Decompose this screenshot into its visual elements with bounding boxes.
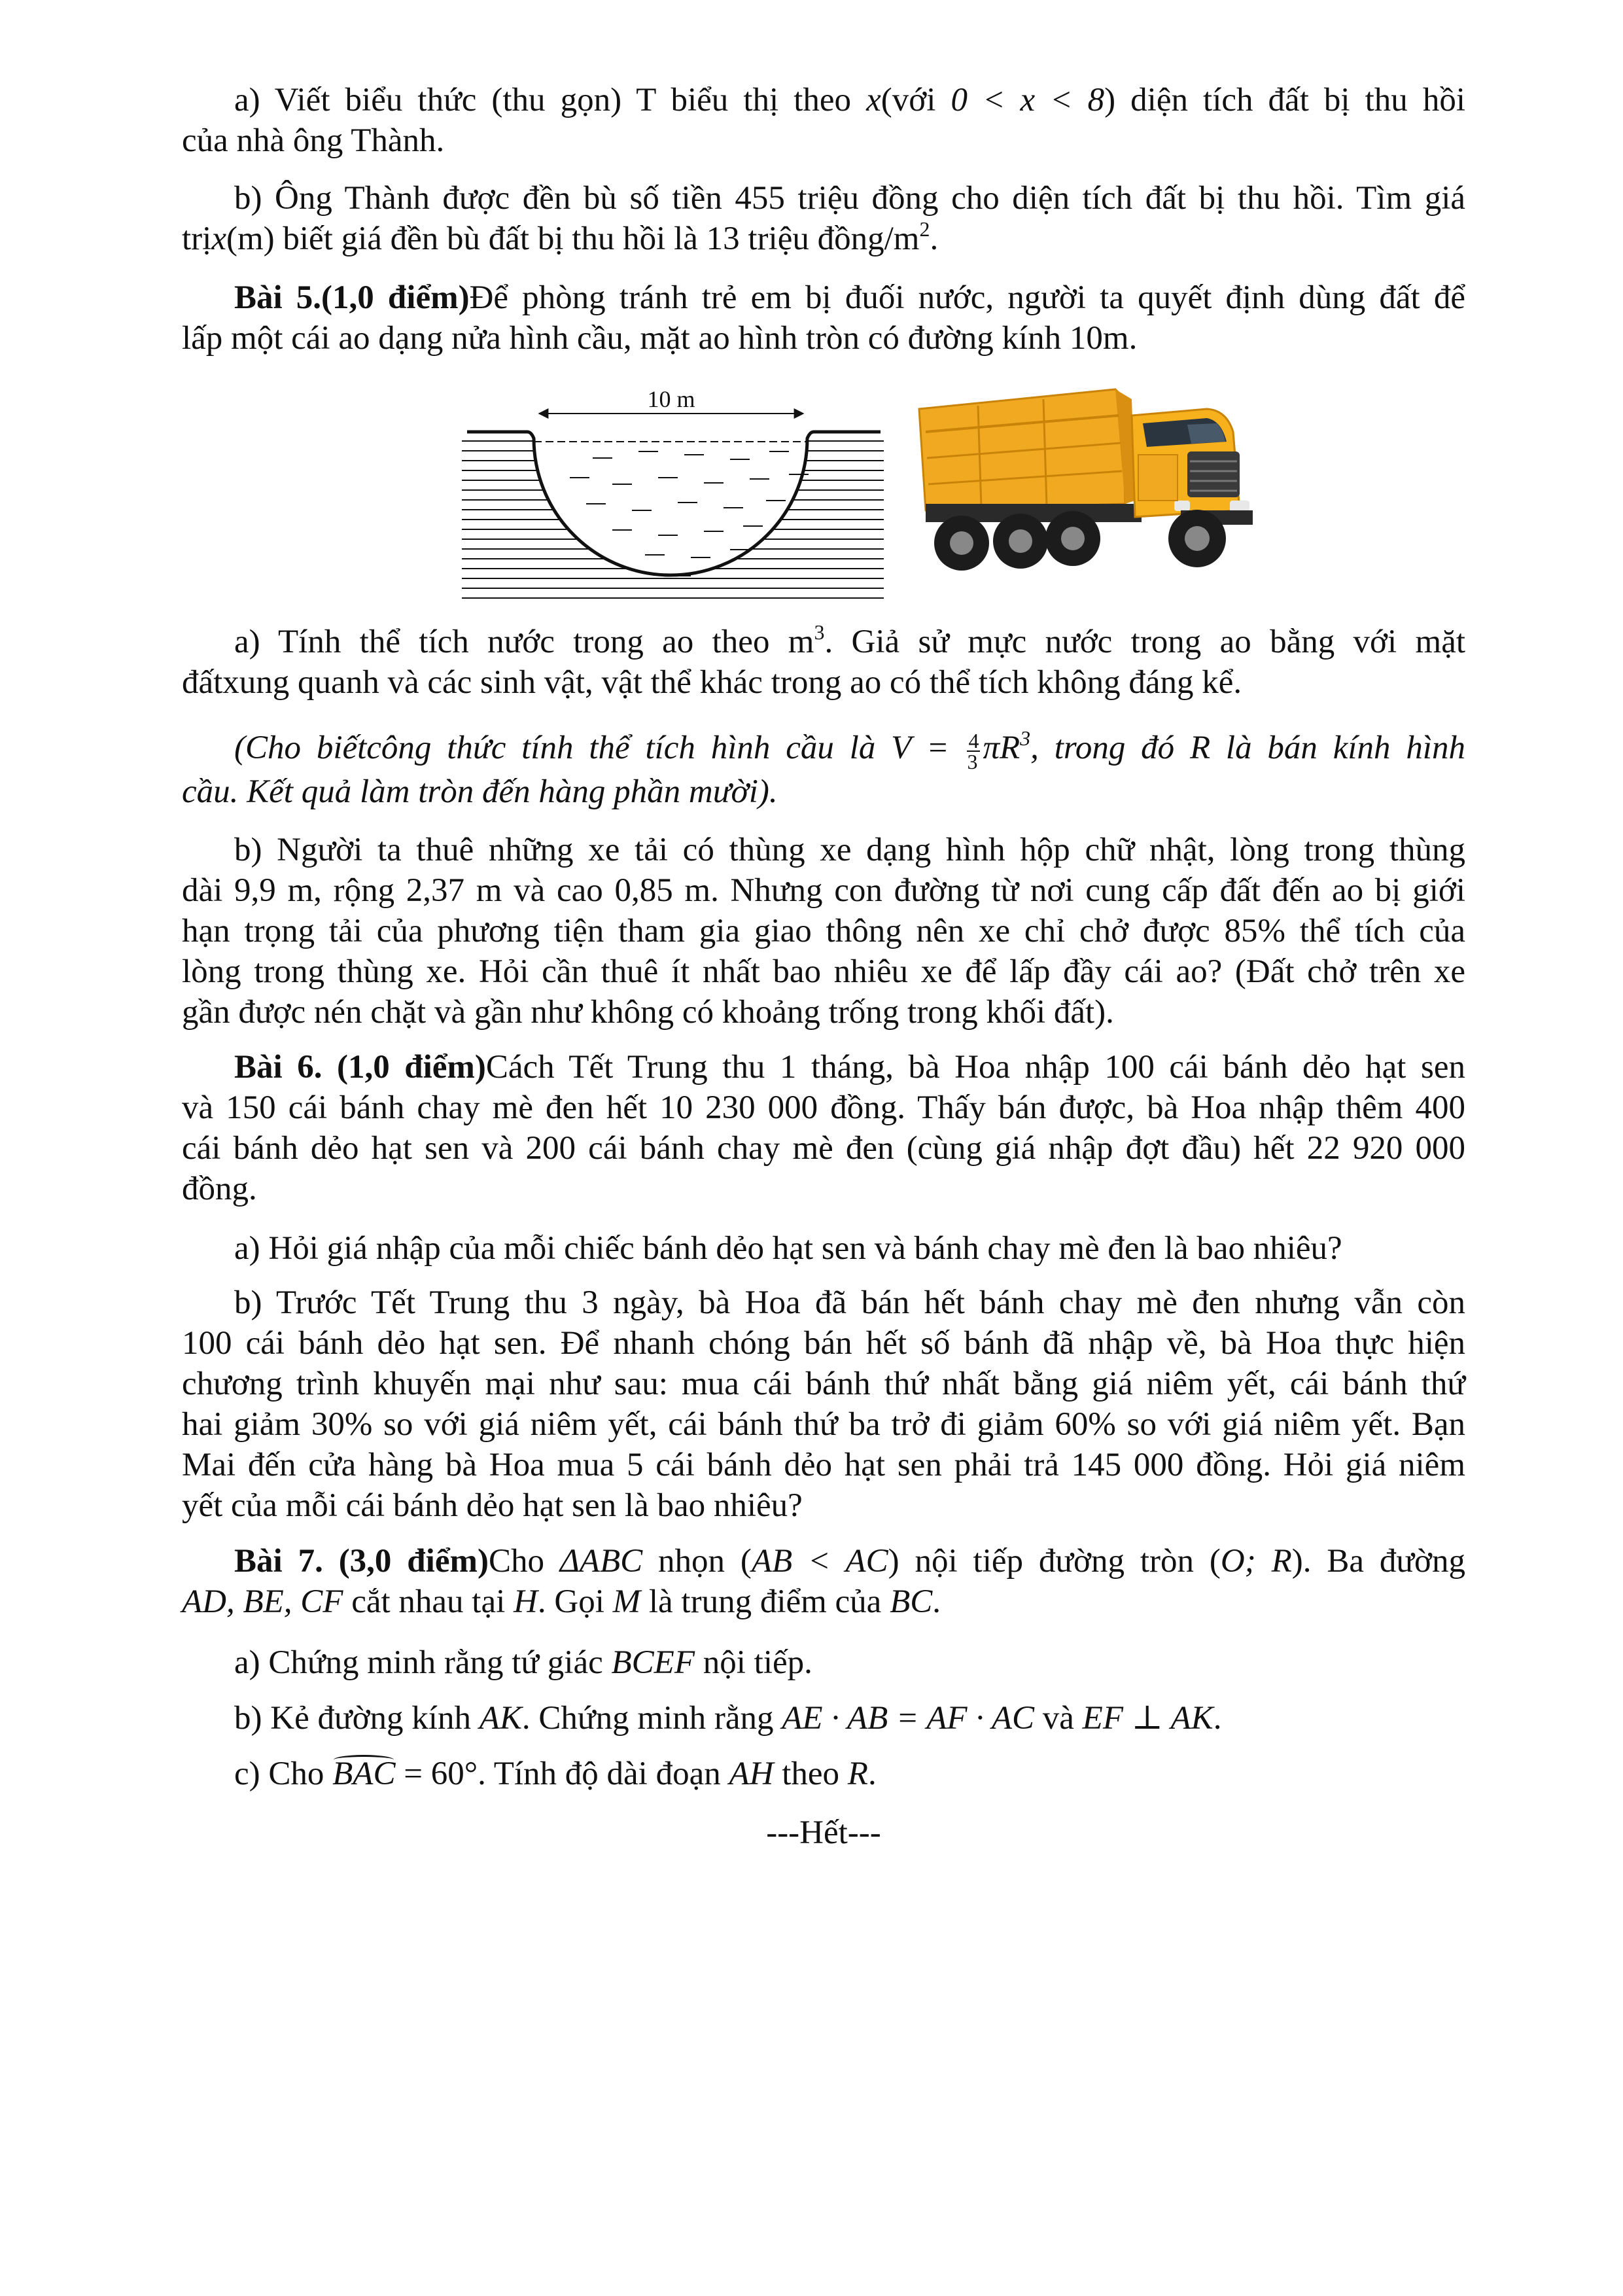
angle-bac: BAC	[332, 1754, 395, 1794]
bai7-line-2: AD, BE, CF cắt nhau tại H. Gọi M là trung điểm của BC.	[182, 1583, 941, 1620]
bai6-b-line-3: chương trình khuyến mại như sau: mua cái bánh thứ nhất bằng giá niêm yết, cái bánh thứ	[182, 1366, 1465, 1402]
bai5-a-line-2: đấtxung quanh và các sinh vật, vật thể khác trong ao có thể tích không đáng kể.	[182, 664, 1242, 701]
bai5-a-line-1: a) Tính thể tích nước trong ao theo $m^3$. Giả sử mực nước trong ao bằng với mặt	[234, 620, 1465, 660]
bai4-a-line-1: a) Viết biểu thức (thu gọn) T biểu thị theo x(với 0 < x < 8) diện tích đất bị thu hồi	[234, 82, 1466, 118]
bai7-part-c	[182, 1754, 1465, 1794]
bai7-line-1: Bài 7. (3,0 điểm)Cho ΔABC nhọn (AB < AC) nội tiếp đường tròn (O; R). Ba đường	[234, 1543, 1466, 1580]
bai5-line-1: Bài 5.(1,0 điểm)Để phòng tránh trẻ em bị đuối nước, người ta quyết định dùng đất để	[234, 279, 1465, 316]
bai5-b-line-3: hạn trọng tải của phương tiện tham gia giao thông nên xe chỉ chở được 85% thể tích của	[182, 913, 1465, 949]
bai5-note	[182, 728, 1465, 812]
end-marker	[182, 1812, 1465, 1853]
dump-truck-illustration	[919, 389, 1253, 571]
bai7-b-line: b) Kẻ đường kính AK. Chứng minh rằng AE · AB = AF · AC và EF ⊥ AK.	[234, 1700, 1222, 1737]
bai4-b-line-2: trịx(m) biết giá đền bù đất bị thu hồi là 13 triệu đồng/$m^2$.	[182, 217, 939, 257]
bai7-c-line: c) Cho BAC = 60°. Tính độ dài đoạn AH theo R.	[182, 1754, 1465, 1794]
bai6-part-a	[182, 1228, 1465, 1269]
diameter-label: 10 m	[647, 386, 695, 412]
bai5-part-b	[182, 830, 1465, 1033]
bai5-title: Bài 5.(1,0 điểm)	[234, 279, 470, 316]
bai6-part-b	[182, 1282, 1465, 1526]
bai6-a-line: a) Hỏi giá nhập của mỗi chiếc bánh dẻo hạt sen và bánh chay mè đen là bao nhiêu?	[234, 1230, 1342, 1267]
bai5-note-line-2: cầu. Kết quả làm tròn đến hàng phần mười).	[182, 773, 778, 810]
bai6-line-3: cái bánh dẻo hạt sen và 200 cái bánh chay mè đen (cùng giá nhập đợt đầu) hết 22 920 000	[182, 1130, 1465, 1167]
bai5-part-a	[182, 622, 1465, 703]
pond-outline	[467, 432, 881, 575]
bai6-b-line-5: Mai đến cửa hàng bà Hoa mua 5 cái bánh dẻo hạt sen phải trả 145 000 đồng. Hỏi giá niêm	[182, 1447, 1465, 1483]
end-marker-text: ---Hết---	[766, 1814, 881, 1851]
bai7-intro	[182, 1541, 1465, 1622]
bai6-intro	[182, 1047, 1465, 1209]
bai7-part-b	[182, 1698, 1465, 1739]
dump-truck-image	[899, 370, 1263, 612]
bai5-note-line-1: (Cho biếtcông thức tính thể tích hình cầu là V = $\frac{4}{3}$ $\pi R^3$, trong đó R là bán kính hình	[234, 726, 1466, 773]
bai6-b-line-6: yết của mỗi cái bánh dẻo hạt sen là bao nhiêu?	[182, 1487, 803, 1524]
bai4-b-line-1: b) Ông Thành được đền bù số tiền 455 triệu đồng cho diện tích đất bị thu hồi. Tìm giá	[234, 180, 1465, 217]
bai5-b-line-1: b) Người ta thuê những xe tải có thùng xe dạng hình hộp chữ nhật, lòng trong thùng	[234, 832, 1465, 868]
bai6-line-1: Bài 6. (1,0 điểm)Cách Tết Trung thu 1 tháng, bà Hoa nhập 100 cái bánh dẻo hạt sen	[234, 1049, 1465, 1086]
bai5-b-line-2: dài 9,9 m, rộng 2,37 m và cao 0,85 m. Nhưng con đường từ nơi cung cấp đất đến ao bị giới	[182, 872, 1465, 909]
bai7-title: Bài 7. (3,0 điểm)	[234, 1543, 489, 1580]
bai6-b-line-4: hai giảm 30% so với giá niêm yết, cái bánh thứ ba trở đi giảm 60% so với giá niêm yết. Bạn	[182, 1406, 1465, 1443]
bai7-part-a	[182, 1642, 1465, 1683]
bai6-b-line-2: 100 cái bánh dẻo hạt sen. Để nhanh chóng bán hết số bánh đã nhập về, bà Hoa thực hiện	[182, 1325, 1465, 1362]
bai4-part-a	[182, 80, 1465, 161]
bai7-a-line: a) Chứng minh rằng tứ giác BCEF nội tiếp.	[234, 1644, 812, 1681]
bai5-b-line-4: lòng trong thùng xe. Hỏi cần thuê ít nhất bao nhiêu xe để lấp đầy cái ao? (Đất chở trên xe	[182, 953, 1465, 990]
pond-diagram	[462, 386, 884, 605]
bai6-b-line-1: b) Trước Tết Trung thu 3 ngày, bà Hoa đã bán hết bánh chay mè đen nhưng vẫn còn	[234, 1284, 1465, 1321]
bai5-line-2: lấp một cái ao dạng nửa hình cầu, mặt ao hình tròn có đường kính 10m.	[182, 320, 1138, 357]
bai6-title: Bài 6. (1,0 điểm)	[234, 1049, 486, 1086]
bai6-line-2: và 150 cái bánh chay mè đen hết 10 230 000 đồng. Thấy bán được, bà Hoa nhập thêm 400	[182, 1089, 1465, 1126]
bai5-b-line-5: gần được nén chặt và gần như không có khoảng trống trong khối đất).	[182, 994, 1114, 1031]
bai5-intro	[182, 277, 1465, 359]
fraction-4-3: $\frac{4}{3}$	[967, 729, 979, 773]
bai4-part-b	[182, 178, 1465, 259]
bai4-a-line-2: của nhà ông Thành.	[182, 122, 445, 159]
bai6-line-4: đồng.	[182, 1171, 257, 1207]
